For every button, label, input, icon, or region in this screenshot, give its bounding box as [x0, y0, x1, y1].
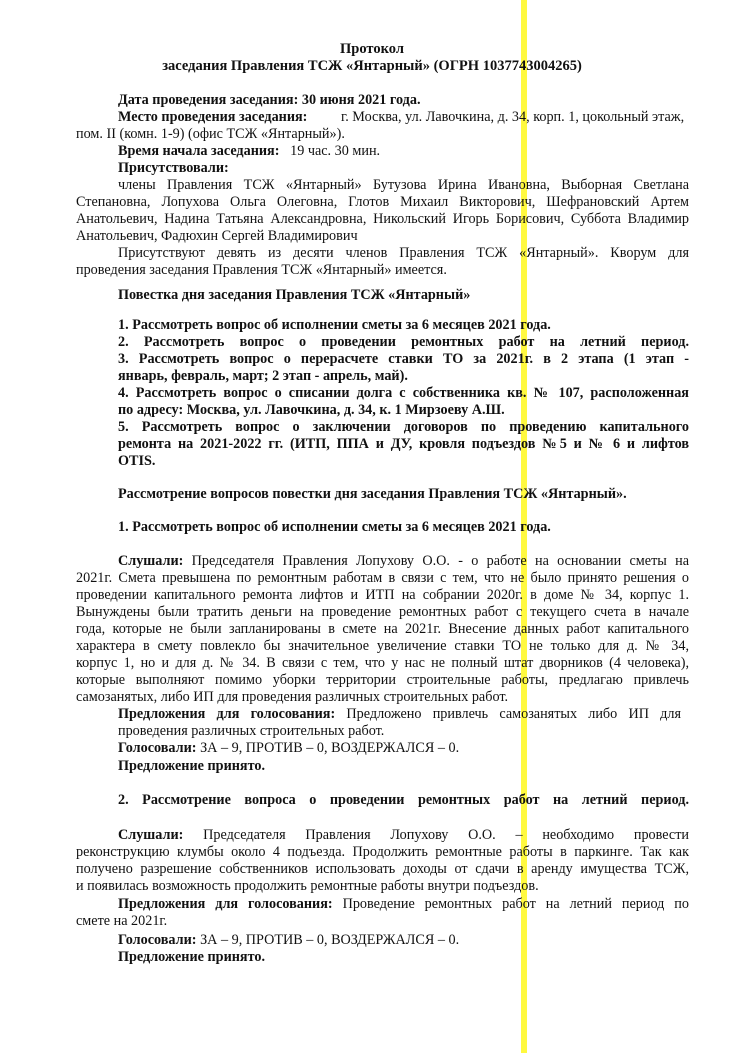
agenda-item-cont: OTIS. — [118, 453, 156, 469]
q2-vote-label: Голосовали: — [118, 932, 197, 948]
present-label: Присутствовали: — [118, 160, 229, 176]
q1-proposal-cont: проведения различных строительных работ. — [118, 723, 385, 739]
agenda-item-cont: по адресу: Москва, ул. Лавочкина, д. 34, к. 1 Мирзоеву А.Ш. — [118, 402, 505, 418]
time-value: 19 час. 30 мин. — [290, 143, 381, 159]
q1-text-line: 2021г. Смета превышена по ремонтным работам в связи с тем, что не было принято решения о — [76, 570, 689, 586]
document-title: Протокол — [340, 41, 404, 57]
q1-vote — [118, 740, 459, 757]
present-line: Анатольевич, Надина Татьяна Александровна, Никольский Игорь Борисович, Суббота Владимир — [76, 211, 689, 227]
q2-listened-label: Слушали: — [118, 827, 184, 843]
q1-proposal — [118, 706, 681, 723]
q1-text-line: корпус 1, но и для д. № 34. В связи с тем, что у нас не полный штат дворников (4 человека), — [76, 655, 689, 671]
agenda-item: 5. Рассмотреть вопрос о заключении договоров по проведению капитального — [118, 419, 689, 435]
present-line: члены Правления ТСЖ «Янтарный» Бутузова Ирина Ивановна, Выборная Светлана — [118, 177, 689, 193]
agenda-item: 2. Рассмотреть вопрос о проведении ремонтных работ на летний период. — [118, 334, 689, 350]
q1-text-line: самозанятых, либо ИП для проведения различных строительных работ. — [76, 689, 509, 705]
agenda-item: 3. Рассмотреть вопрос о перерасчете ставки ТО за 2021г. в 2 этапа (1 этап - — [118, 351, 689, 367]
agenda-item-cont: ремонта на 2021-2022 гг. (ИТП, ППА и ДУ, кровля подъездов №5 и № 6 и лифтов — [118, 436, 689, 452]
q1-vote-value: ЗА – 9, ПРОТИВ – 0, ВОЗДЕРЖАЛСЯ – 0. — [200, 740, 460, 756]
place-value-line-2: пом. II (комн. 1-9) (офис ТСЖ «Янтарный»). — [76, 126, 345, 142]
place-label: Место проведения заседания: — [118, 109, 308, 125]
q1-proposal-label: Предложения для голосования: — [118, 706, 336, 722]
place-value-line-1: г. Москва, ул. Лавочкина, д. 34, корп. 1, цокольный этаж, — [341, 109, 685, 125]
q2-proposal — [118, 896, 689, 913]
quorum-line: проведения заседания Правления ТСЖ «Янтарный» имеется. — [76, 262, 447, 278]
agenda-item: 4. Рассмотреть вопрос о списании долга с собственника кв. № 107, расположенная — [118, 385, 689, 401]
meeting-time — [118, 143, 380, 160]
q2-text-line: реконструкцию клумбы около 4 подъезда. Продолжить ремонтные работы в паркинге. Так как — [76, 844, 689, 860]
q2-proposal-cont: смете на 2021г. — [76, 913, 168, 929]
q1-text-line: Вынуждены были тратить деньги на проведение ремонтных работ с текущего счета в начале — [76, 604, 689, 620]
q2-listened-text: Председателя Правления Лопухову О.О. – необходимо провести — [203, 827, 689, 843]
meeting-place — [118, 109, 307, 126]
time-label: Время начала заседания: — [118, 143, 280, 159]
q2-listened — [118, 827, 689, 844]
consideration-heading: Рассмотрение вопросов повестки дня заседания Правления ТСЖ «Янтарный». — [118, 486, 627, 502]
agenda-item: 1. Рассмотреть вопрос об исполнении сметы за 6 месяцев 2021 года. — [118, 317, 551, 333]
date-label: Дата проведения заседания: — [118, 92, 299, 108]
agenda-item-cont: январь, февраль, март; 2 этап - апрель, май). — [118, 368, 408, 384]
q1-listened-label: Слушали: — [118, 553, 184, 569]
document-subtitle: заседания Правления ТСЖ «Янтарный» (ОГРН 1037743004265) — [162, 58, 582, 74]
agenda-heading: Повестка дня заседания Правления ТСЖ «Янтарный» — [118, 287, 471, 303]
q2-proposal-label: Предложения для голосования: — [118, 896, 333, 912]
q2-vote-value: ЗА – 9, ПРОТИВ – 0, ВОЗДЕРЖАЛСЯ – 0. — [200, 932, 460, 948]
q2-proposal-text: Проведение ремонтных работ на летний период по — [342, 896, 689, 912]
present-line: Степановна, Лопухова Ольга Олеговна, Глотов Михаил Викторович, Шефрановский Артем — [76, 194, 689, 210]
q1-text-line: которые выполняют помимо уборки территории строительные работы, предлагаю привлечь — [76, 672, 689, 688]
q1-text-line: года, которые не были запланированы в смете на 2021г. Внесение данных работ капитального — [76, 621, 689, 637]
q1-text-line: характера в смету повлекло бы значительное увеличение ставки ТО не только для д. № 34, — [76, 638, 689, 654]
q2-vote — [118, 932, 459, 949]
q2-text-line: и появилась возможность продолжить ремонтные работы внутри подъездов. — [76, 878, 539, 894]
present-line: Анатольевич, Фадюхин Сергей Владимирович — [76, 228, 358, 244]
q2-result: Предложение принято. — [118, 949, 266, 965]
q1-vote-label: Голосовали: — [118, 740, 197, 756]
q1-listened-text: Председателя Правления Лопухову О.О. - о работе на основании сметы на — [191, 553, 689, 569]
question-1-heading: 1. Рассмотреть вопрос об исполнении сметы за 6 месяцев 2021 года. — [118, 519, 551, 535]
quorum-line: Присутствуют девять из десяти членов Правления ТСЖ «Янтарный». Кворум для — [118, 245, 689, 261]
date-value: 30 июня 2021 года. — [301, 92, 421, 108]
q1-listened — [118, 553, 689, 570]
question-2-heading: 2. Рассмотрение вопроса о проведении ремонтных работ на летний период. — [118, 792, 689, 808]
q1-proposal-text: Предложено привлечь самозанятых либо ИП для — [346, 706, 681, 722]
q1-result: Предложение принято. — [118, 758, 266, 774]
q1-text-line: проведении капитального ремонта лифтов и ИТП на собрании 2020г. в доме № 34, корпус 1. — [76, 587, 689, 603]
meeting-date — [118, 92, 421, 109]
q2-text-line: получено разрешение собственников использовать доходы от сдачи в аренду имущества ТСЖ, — [76, 861, 689, 877]
